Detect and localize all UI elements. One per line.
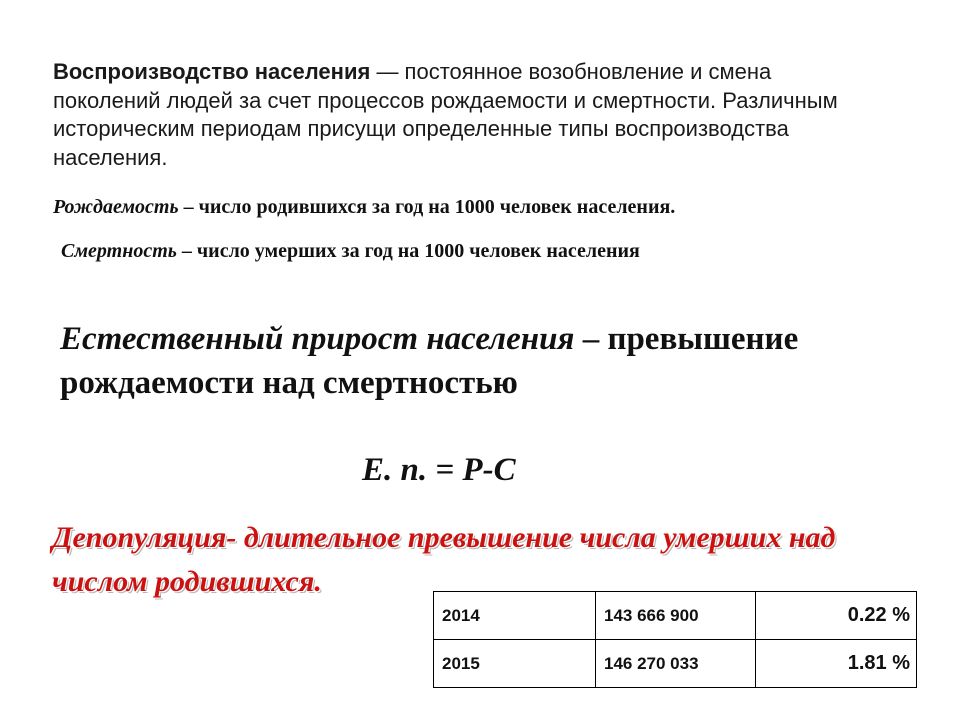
- death-rate-definition: [61, 240, 640, 263]
- table-cell-population: 143 666 900: [596, 592, 756, 640]
- population-table: [433, 591, 917, 688]
- table-cell-population: 146 270 033: [596, 640, 756, 688]
- natural-growth-text: – превышение рождаемости над смертностью: [60, 321, 799, 401]
- natural-growth-definition: [60, 317, 920, 405]
- table-cell-year: 2014: [434, 592, 596, 640]
- death-rate-text: – число умерших за год на 1000 человек населения: [176, 240, 640, 262]
- table-cell-year: 2015: [434, 640, 596, 688]
- birth-rate-definition: [53, 196, 675, 219]
- definition-term: Воспроизводство населения: [53, 59, 371, 84]
- table-row: [434, 640, 917, 688]
- death-rate-term: Смертность: [61, 240, 177, 262]
- natural-growth-term: Естественный прирост населения: [60, 321, 575, 357]
- table-row: [434, 592, 917, 640]
- growth-formula: Е. п. = Р-С: [362, 452, 516, 488]
- depopulation-definition: Депопуляция- длительное превышение числа умерших над числом родившихся.: [52, 521, 836, 598]
- table-cell-percent: 0.22 %: [756, 592, 917, 640]
- birth-rate-text: – число родившихся за год на 1000 человек населения.: [178, 196, 676, 218]
- table-cell-percent: 1.81 %: [756, 640, 917, 688]
- definition-text: — постоянное возобновление и смена поколений людей за счет процессов рождаемости и смертности. Различным историческим периодам присущи определенные типы воспроизводства населения.: [53, 59, 838, 170]
- birth-rate-term: Рождаемость: [53, 196, 179, 218]
- definition-paragraph: [53, 58, 883, 172]
